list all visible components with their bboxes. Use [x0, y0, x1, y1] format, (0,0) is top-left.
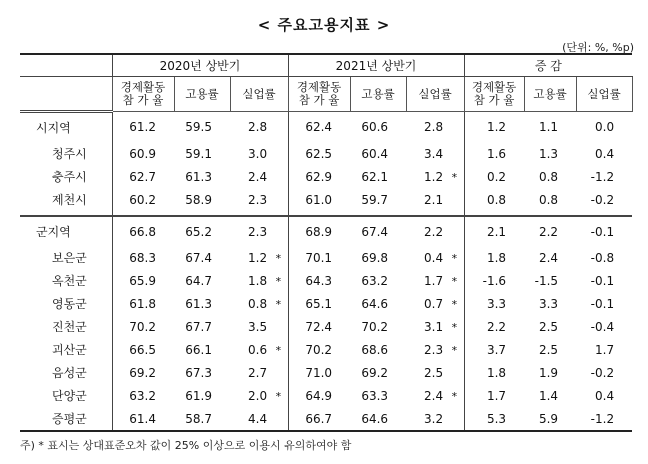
- region-name: 제천시: [52, 193, 87, 207]
- unemployment-change-value: -0.8: [590, 250, 615, 265]
- participation-rate-value: 68.9: [288, 216, 350, 246]
- unemployment-rate-value: 2.8: [248, 120, 268, 134]
- participation-change-value: 3.7: [464, 338, 524, 361]
- employment-change-value: 2.5: [538, 319, 559, 334]
- unemployment-rate-cell: [406, 216, 464, 246]
- employment-rate-value: 60.6: [361, 120, 389, 134]
- employment-rate-value: 59.1: [185, 146, 212, 161]
- participation-rate-value: 69.2: [112, 361, 174, 384]
- unemployment-change-value: 0.4: [595, 146, 615, 161]
- unemployment-rate-value: 1.7: [424, 273, 444, 288]
- participation-change-value: 1.6: [464, 142, 524, 165]
- employment-rate-value: 60.4: [361, 146, 389, 161]
- table-row: [20, 361, 632, 384]
- unemployment-change-value: -0.1: [590, 296, 615, 311]
- employment-rate-value: 63.3: [361, 388, 389, 403]
- unemployment-change-value: -1.2: [590, 169, 615, 184]
- unemployment-rate-cell: [230, 407, 288, 431]
- unemployment-change-value: 0.4: [595, 388, 615, 403]
- unemployment-rate-value: 3.0: [248, 146, 268, 161]
- high-rse-marker: *: [275, 297, 282, 311]
- unemployment-rate-cell: [406, 407, 464, 431]
- high-rse-marker: *: [451, 297, 458, 311]
- region-name: 영동군: [52, 297, 87, 311]
- period2-header: 2021년 상반기: [288, 54, 464, 77]
- table-row: [20, 188, 632, 216]
- unemployment-rate-value: 3.2: [424, 411, 444, 426]
- region-name: 시지역: [36, 121, 71, 135]
- participation-rate-value: 64.9: [288, 384, 350, 407]
- period1-header: 2020년 상반기: [112, 54, 288, 77]
- high-rse-marker: *: [451, 343, 458, 357]
- unemployment-change-value: 0.0: [595, 120, 615, 134]
- employment-rate-value: 62.1: [361, 169, 389, 184]
- unemployment-rate-cell: [406, 315, 464, 338]
- employment-rate-value: 65.2: [174, 216, 230, 246]
- participation-rate-value: 62.7: [112, 165, 174, 188]
- change-header: 증 감: [464, 54, 632, 77]
- participation-rate-value: 62.9: [288, 165, 350, 188]
- unemployment-rate-cell: [406, 338, 464, 361]
- unemployment-rate-cell: [230, 112, 288, 143]
- table-row: [20, 142, 632, 165]
- unemployment-rate-value: 2.4: [424, 388, 444, 403]
- participation-change-value: 2.1: [464, 216, 524, 246]
- unemployment-rate-cell: [230, 246, 288, 269]
- unemployment-rate-cell: [230, 188, 288, 216]
- employment-rate-header: 고용률: [524, 77, 576, 112]
- unemployment-rate-cell: [406, 292, 464, 315]
- region-name: 음성군: [52, 366, 87, 380]
- participation-change-value: 3.3: [464, 292, 524, 315]
- region-name: 단양군: [52, 389, 87, 403]
- unemployment-rate-value: 3.4: [424, 146, 444, 161]
- participation-change-value: 1.8: [464, 246, 524, 269]
- table-row: [20, 384, 632, 407]
- unemployment-rate-value: 1.2: [248, 250, 268, 265]
- employment-change-value: 1.1: [538, 120, 559, 134]
- unemployment-rate-value: 2.3: [248, 192, 268, 207]
- employment-rate-value: 58.7: [174, 407, 230, 431]
- employment-rate-value: 66.1: [185, 342, 212, 357]
- table-row: [20, 112, 632, 143]
- unemployment-rate-value: 3.1: [424, 319, 444, 334]
- region-name: 군지역: [20, 216, 112, 246]
- unemployment-change-value: -0.1: [576, 216, 632, 246]
- employment-change-value: 2.4: [538, 250, 559, 265]
- region-header: [20, 54, 112, 77]
- participation-change-value: 1.2: [464, 112, 524, 143]
- unemployment-rate-value: 2.0: [248, 388, 268, 403]
- region-name: 충주시: [52, 170, 87, 184]
- participation-rate-value: 60.2: [112, 188, 174, 216]
- employment-change-value: 0.8: [538, 169, 559, 184]
- unemployment-rate-cell: [230, 165, 288, 188]
- participation-change-value: 5.3: [464, 407, 524, 431]
- unemployment-rate-value: 2.2: [424, 224, 444, 239]
- table-row: [20, 315, 632, 338]
- region-name: 청주시: [52, 147, 87, 161]
- unemployment-change-value: -0.2: [590, 192, 615, 207]
- employment-rate-value: 64.7: [185, 273, 212, 288]
- unemployment-rate-cell: [230, 216, 288, 246]
- participation-change-value: 2.2: [464, 315, 524, 338]
- employment-change-value: 3.3: [538, 296, 559, 311]
- region-subheader: [20, 77, 112, 112]
- participation-rate-value: 61.2: [112, 112, 174, 143]
- employment-rate-value: 67.3: [185, 365, 212, 380]
- participation-rate-value: 62.5: [288, 142, 350, 165]
- employment-rate-header: 고용률: [350, 77, 406, 112]
- unemployment-rate-value: 4.4: [248, 411, 268, 426]
- employment-rate-value: 67.7: [185, 319, 212, 334]
- participation-rate-value: 61.8: [112, 292, 174, 315]
- unemployment-rate-cell: [406, 142, 464, 165]
- employment-change-value: 1.3: [538, 146, 559, 161]
- high-rse-marker: *: [451, 389, 458, 403]
- unemployment-change-value: 1.7: [595, 342, 615, 357]
- unemployment-rate-value: 2.5: [424, 365, 444, 380]
- unemployment-rate-value: 0.7: [424, 296, 444, 311]
- employment-change-value: 1.4: [538, 388, 559, 403]
- participation-change-value: 0.2: [464, 165, 524, 188]
- unemployment-rate-value: 2.8: [424, 120, 444, 134]
- table-row: [20, 292, 632, 315]
- unemployment-change-value: -0.1: [590, 273, 615, 288]
- participation-rate-value: 68.3: [112, 246, 174, 269]
- high-rse-marker: *: [451, 274, 458, 288]
- table-title: < 주요고용지표 >: [257, 16, 391, 34]
- employment-rate-value: 67.4: [350, 216, 406, 246]
- region-name: 보은군: [52, 251, 87, 265]
- employment-rate-value: 61.3: [185, 169, 212, 184]
- region-name: 진천군: [52, 320, 87, 334]
- participation-rate-value: 60.9: [112, 142, 174, 165]
- participation-rate-value: 61.0: [288, 188, 350, 216]
- employment-rate-header: 고용률: [174, 77, 230, 112]
- high-rse-marker: *: [275, 389, 282, 403]
- participation-rate-value: 63.2: [112, 384, 174, 407]
- participation-rate-value: 66.5: [112, 338, 174, 361]
- region-name: 괴산군: [52, 343, 87, 357]
- unemployment-rate-cell: [230, 292, 288, 315]
- unemployment-change-value: -0.2: [590, 365, 615, 380]
- employment-rate-value: 70.2: [361, 319, 389, 334]
- unemployment-rate-value: 0.6: [248, 342, 268, 357]
- unemployment-change-value: -0.4: [590, 319, 615, 334]
- participation-change-value: 0.8: [464, 188, 524, 216]
- unemployment-rate-value: 1.2: [424, 169, 444, 184]
- high-rse-marker: *: [451, 320, 458, 334]
- high-rse-marker: *: [451, 170, 458, 184]
- unemployment-rate-value: 2.3: [248, 224, 268, 239]
- unemployment-rate-cell: [230, 142, 288, 165]
- unemployment-rate-cell: [406, 384, 464, 407]
- unemployment-rate-value: 2.7: [248, 365, 268, 380]
- unemployment-rate-cell: [230, 315, 288, 338]
- high-rse-marker: *: [275, 274, 282, 288]
- participation-rate-value: 70.1: [288, 246, 350, 269]
- participation-rate-value: 64.3: [288, 269, 350, 292]
- participation-rate-value: 72.4: [288, 315, 350, 338]
- employment-rate-value: 59.5: [185, 120, 212, 134]
- employment-rate-value: 69.2: [361, 365, 389, 380]
- unemployment-rate-value: 0.8: [248, 296, 268, 311]
- footnote: 주) * 표시는 상대표준오차 값이 25% 이상으로 이용시 유의하여야 함: [20, 439, 352, 452]
- participation-change-value: 1.8: [464, 361, 524, 384]
- unit-label: (단위: %, %p): [562, 41, 634, 54]
- region-name: 증평군: [20, 407, 112, 431]
- unemployment-rate-value: 0.4: [424, 250, 444, 265]
- table-row: [20, 407, 632, 431]
- participation-rate-value: 61.4: [112, 407, 174, 431]
- high-rse-marker: *: [275, 251, 282, 265]
- employment-indicators-table: [20, 53, 633, 432]
- unemployment-rate-value: 3.5: [248, 319, 268, 334]
- unemployment-rate-cell: [406, 246, 464, 269]
- employment-change-value: -1.5: [534, 273, 559, 288]
- unemployment-rate-cell: [230, 338, 288, 361]
- participation-rate-value: 70.2: [112, 315, 174, 338]
- employment-rate-value: 64.6: [361, 296, 389, 311]
- participation-rate-value: 65.1: [288, 292, 350, 315]
- unemployment-rate-cell: [230, 269, 288, 292]
- participation-rate-value: 70.2: [288, 338, 350, 361]
- employment-rate-value: 69.8: [361, 250, 389, 265]
- unemployment-rate-value: 2.1: [424, 192, 444, 207]
- employment-rate-value: 59.7: [361, 192, 389, 207]
- region-name: 옥천군: [52, 274, 87, 288]
- participation-rate-header-line: 경제활동: [471, 80, 517, 94]
- employment-rate-value: 63.2: [361, 273, 389, 288]
- table-row: [20, 269, 632, 292]
- unemployment-change-value: -1.2: [576, 407, 632, 431]
- employment-rate-value: 67.4: [185, 250, 212, 265]
- unemployment-rate-cell: [406, 188, 464, 216]
- unemployment-rate-header: 실업률: [576, 77, 632, 112]
- unemployment-rate-cell: [230, 384, 288, 407]
- participation-rate-header: [464, 77, 524, 112]
- participation-rate-header: [112, 77, 174, 112]
- participation-rate-value: 62.4: [288, 112, 350, 143]
- employment-change-value: 5.9: [524, 407, 576, 431]
- participation-rate-header-line: 참 가 율: [298, 93, 340, 107]
- participation-rate-value: 66.8: [112, 216, 174, 246]
- unemployment-rate-cell: [230, 361, 288, 384]
- participation-rate-header: [288, 77, 350, 112]
- high-rse-marker: *: [451, 251, 458, 265]
- participation-rate-value: 65.9: [112, 269, 174, 292]
- participation-rate-header-line: 경제활동: [120, 80, 166, 94]
- employment-change-value: 0.8: [538, 192, 559, 207]
- participation-rate-header-line: 참 가 율: [122, 93, 164, 107]
- participation-change-value: 1.7: [464, 384, 524, 407]
- participation-rate-value: 66.7: [288, 407, 350, 431]
- employment-rate-value: 64.6: [350, 407, 406, 431]
- unemployment-rate-value: 1.8: [248, 273, 268, 288]
- unemployment-rate-value: 2.3: [424, 342, 444, 357]
- unemployment-rate-cell: [406, 112, 464, 143]
- unemployment-rate-header: 실업률: [230, 77, 288, 112]
- table-row: [20, 246, 632, 269]
- employment-rate-value: 58.9: [185, 192, 212, 207]
- table-row: [20, 338, 632, 361]
- table-row: [20, 216, 632, 246]
- employment-change-value: 2.2: [524, 216, 576, 246]
- table-row: [20, 165, 632, 188]
- participation-rate-header-line: 참 가 율: [473, 93, 515, 107]
- unemployment-rate-value: 2.4: [248, 169, 268, 184]
- unemployment-rate-cell: [406, 361, 464, 384]
- employment-change-value: 1.9: [538, 365, 559, 380]
- unemployment-rate-header: 실업률: [406, 77, 464, 112]
- employment-rate-value: 61.3: [185, 296, 212, 311]
- employment-change-value: 2.5: [538, 342, 559, 357]
- high-rse-marker: *: [275, 343, 282, 357]
- participation-change-value: -1.6: [464, 269, 524, 292]
- employment-rate-value: 68.6: [361, 342, 389, 357]
- unemployment-rate-cell: [406, 269, 464, 292]
- unemployment-rate-cell: [406, 165, 464, 188]
- employment-rate-value: 61.9: [185, 388, 212, 403]
- participation-rate-value: 71.0: [288, 361, 350, 384]
- participation-rate-header-line: 경제활동: [296, 80, 342, 94]
